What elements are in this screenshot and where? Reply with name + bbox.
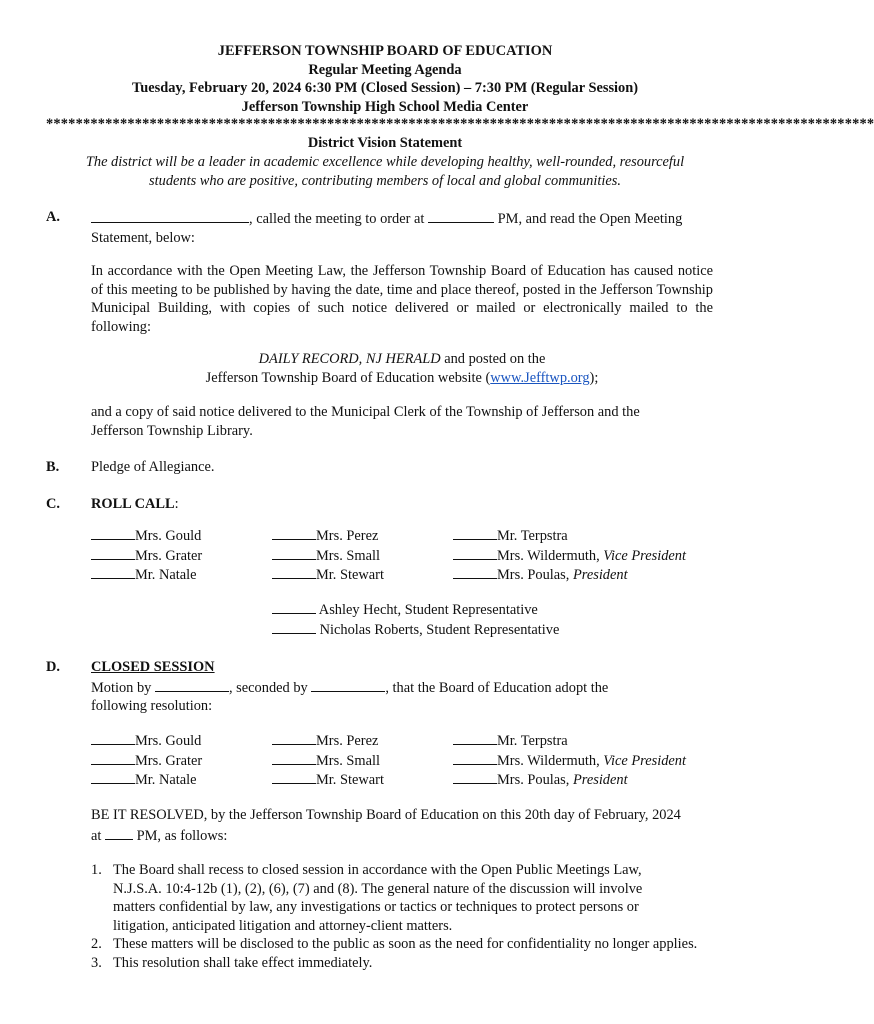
member-name: Mr. Terpstra [497,733,568,749]
member-name: Mrs. Poulas, [497,772,573,788]
call-to-order-text-3: Statement, below: [91,229,195,246]
member-role: Vice President [603,752,686,769]
call-to-order-text-2: PM, and read the Open Meeting [497,211,683,227]
member-row [272,731,384,751]
roll-col-3 [453,526,686,585]
resolved-at-text: at [91,827,102,844]
open-meeting-statement: In accordance with the Open Meeting Law, the Jefferson Township Board of Education has caused notice of this meeting to be published by having the date, time and place thereof, posted in the Jefferson Township Municipal Building, with copies of such notice delivered or mailed or electronically mailed to the following: [91,263,713,335]
student-row [272,620,672,640]
member-name: Mr. Natale [135,567,197,583]
member-row [453,731,686,751]
motion-by-text: Motion by [91,679,152,696]
resolved-pm-text: PM, as follows: [136,827,228,844]
resolution-text [91,806,713,845]
list-number: 1. [91,862,102,878]
vote-blank [91,565,135,579]
section-c-letter: C. [46,496,60,512]
vision-statement [0,153,770,190]
section-a-call [91,208,713,247]
clerk-notice [91,403,713,440]
member-name: Mrs. Grater [135,752,203,769]
vote-blank [91,770,135,784]
resolution-list [91,861,741,972]
roll-call-colon: : [174,496,179,512]
member-row [91,565,202,585]
list-line: litigation, anticipated litigation and attorney-client matters. [113,917,453,934]
vote-blank [453,751,497,765]
student-name: Ashley Hecht, Student Representative [316,602,538,618]
member-name: Mrs. Small [316,547,380,564]
vote-blank [272,546,316,560]
vote-blank [453,526,497,540]
member-name: Mrs. Wildermuth, [497,752,604,769]
vote-blank [453,546,497,560]
roll-call-title: ROLL CALL [91,496,175,512]
member-row [272,526,384,546]
vision-line-2: students who are positive, contributing members of local and global communities. [149,172,621,189]
vote-blank [272,751,316,765]
member-row [453,751,686,771]
seconded-by-text: , seconded by [228,679,308,696]
caller-name-blank [91,208,249,223]
member-row [453,526,686,546]
vote-blank [453,565,497,579]
member-name: Mrs. Wildermuth, [497,547,604,564]
meeting-location: Jefferson Township High School Media Center [241,98,529,115]
member-name: Mrs. Grater [135,547,203,564]
closed-session-section [91,658,713,716]
meeting-type: Regular Meeting Agenda [308,61,462,78]
vote-blank [453,770,497,784]
vote-blank [272,565,316,579]
list-line: The Board shall recess to closed session in accordance with the Open Public Meetings Law, [113,862,642,878]
roll-col-2 [272,731,384,790]
member-name: Mr. Terpstra [497,528,568,544]
vote-blank [272,600,316,614]
member-name: Mrs. Gould [135,528,202,544]
seconded-by-blank [311,677,385,692]
roll-call-heading [91,495,713,514]
vote-blank [272,731,316,745]
vote-blank [453,731,497,745]
member-role: Vice President [603,547,686,564]
clerk-notice-line-2: Jefferson Township Library. [91,422,253,439]
member-role: President [572,772,628,788]
vision-title: District Vision Statement [307,135,463,151]
motion-by-blank [155,677,229,692]
roll-col-1 [91,731,202,790]
meeting-date: Tuesday, February 20, 2024 6:30 PM (Closed Session) – 7:30 PM (Regular Session) [131,80,639,96]
list-item [91,935,741,954]
list-line: These matters will be disclosed to the public as soon as the need for confidentiality no longer applies. [113,936,698,952]
vote-blank [91,526,135,540]
member-name: Mrs. Poulas, [497,567,573,583]
member-row [272,546,384,566]
vision-line-1: The district will be a leader in academic excellence while developing healthy, well-rounded, resourceful [85,154,685,170]
call-time-blank [428,208,494,223]
section-a-letter: A. [46,209,60,225]
member-row [91,751,202,771]
member-name: Mrs. Perez [316,528,379,544]
notice-papers [91,350,713,387]
website-after-text: ); [589,369,599,386]
website-link[interactable]: www.Jefftwp.org [490,369,590,386]
member-row [272,751,384,771]
member-name: Mrs. Small [316,752,380,769]
member-name: Mrs. Gould [135,733,202,749]
pledge-text: Pledge of Allegiance. [91,459,215,475]
papers-after-text: and posted on the [440,351,546,367]
roll-col-3 [453,731,686,790]
roll-col-2 [272,526,384,585]
vote-blank [91,731,135,745]
member-name: Mr. Stewart [316,772,384,788]
roll-col-1 [91,526,202,585]
list-item [91,954,741,973]
list-number: 2. [91,936,102,952]
separator-line: **************************************************************************************************************** [46,116,874,132]
resolved-line-1: BE IT RESOLVED, by the Jefferson Township Board of Education on this 20th day of February, 2024 [91,807,681,823]
list-line: N.J.S.A. 10:4-12b (1), (2), (6), (7) and (8). The general nature of the discussion will involve [113,880,643,897]
vote-blank [272,526,316,540]
member-row [272,770,384,790]
member-name: Mrs. Perez [316,733,379,749]
member-name: Mr. Natale [135,772,197,788]
student-row [272,600,672,620]
member-row [272,565,384,585]
section-b-letter: B. [46,459,60,475]
student-name: Nicholas Roberts, Student Representative [316,621,560,638]
agenda-header [0,42,770,116]
member-row [91,770,202,790]
resolved-time-blank [105,825,133,840]
adopt-text: , that the Board of Education adopt the [385,679,609,696]
following-resolution-text: following resolution: [91,698,213,714]
student-representatives [272,600,672,639]
call-to-order-text: , called the meeting to order at [249,211,425,227]
clerk-notice-line-1: and a copy of said notice delivered to the Municipal Clerk of the Township of Jefferson and the [91,404,640,420]
member-name: Mr. Stewart [316,567,384,583]
section-d-letter: D. [46,659,60,675]
vote-blank [91,751,135,765]
member-row [91,546,202,566]
list-line: matters confidential by law, any investigations or tactics or techniques to protect persons or [113,899,639,915]
vote-blank [272,620,316,634]
newspaper-names: DAILY RECORD, NJ HERALD [258,351,441,367]
member-row [91,526,202,546]
list-number: 3. [91,954,102,971]
vote-blank [91,546,135,560]
list-item [91,861,741,935]
website-before-text: Jefferson Township Board of Education website ( [205,369,491,386]
member-row [453,565,686,585]
member-row [453,546,686,566]
member-role: President [572,567,628,583]
member-row [91,731,202,751]
board-title: JEFFERSON TOWNSHIP BOARD OF EDUCATION [217,43,553,59]
member-row [453,770,686,790]
list-line: This resolution shall take effect immediately. [113,954,373,971]
closed-session-title: CLOSED SESSION [91,659,215,675]
vote-blank [272,770,316,784]
